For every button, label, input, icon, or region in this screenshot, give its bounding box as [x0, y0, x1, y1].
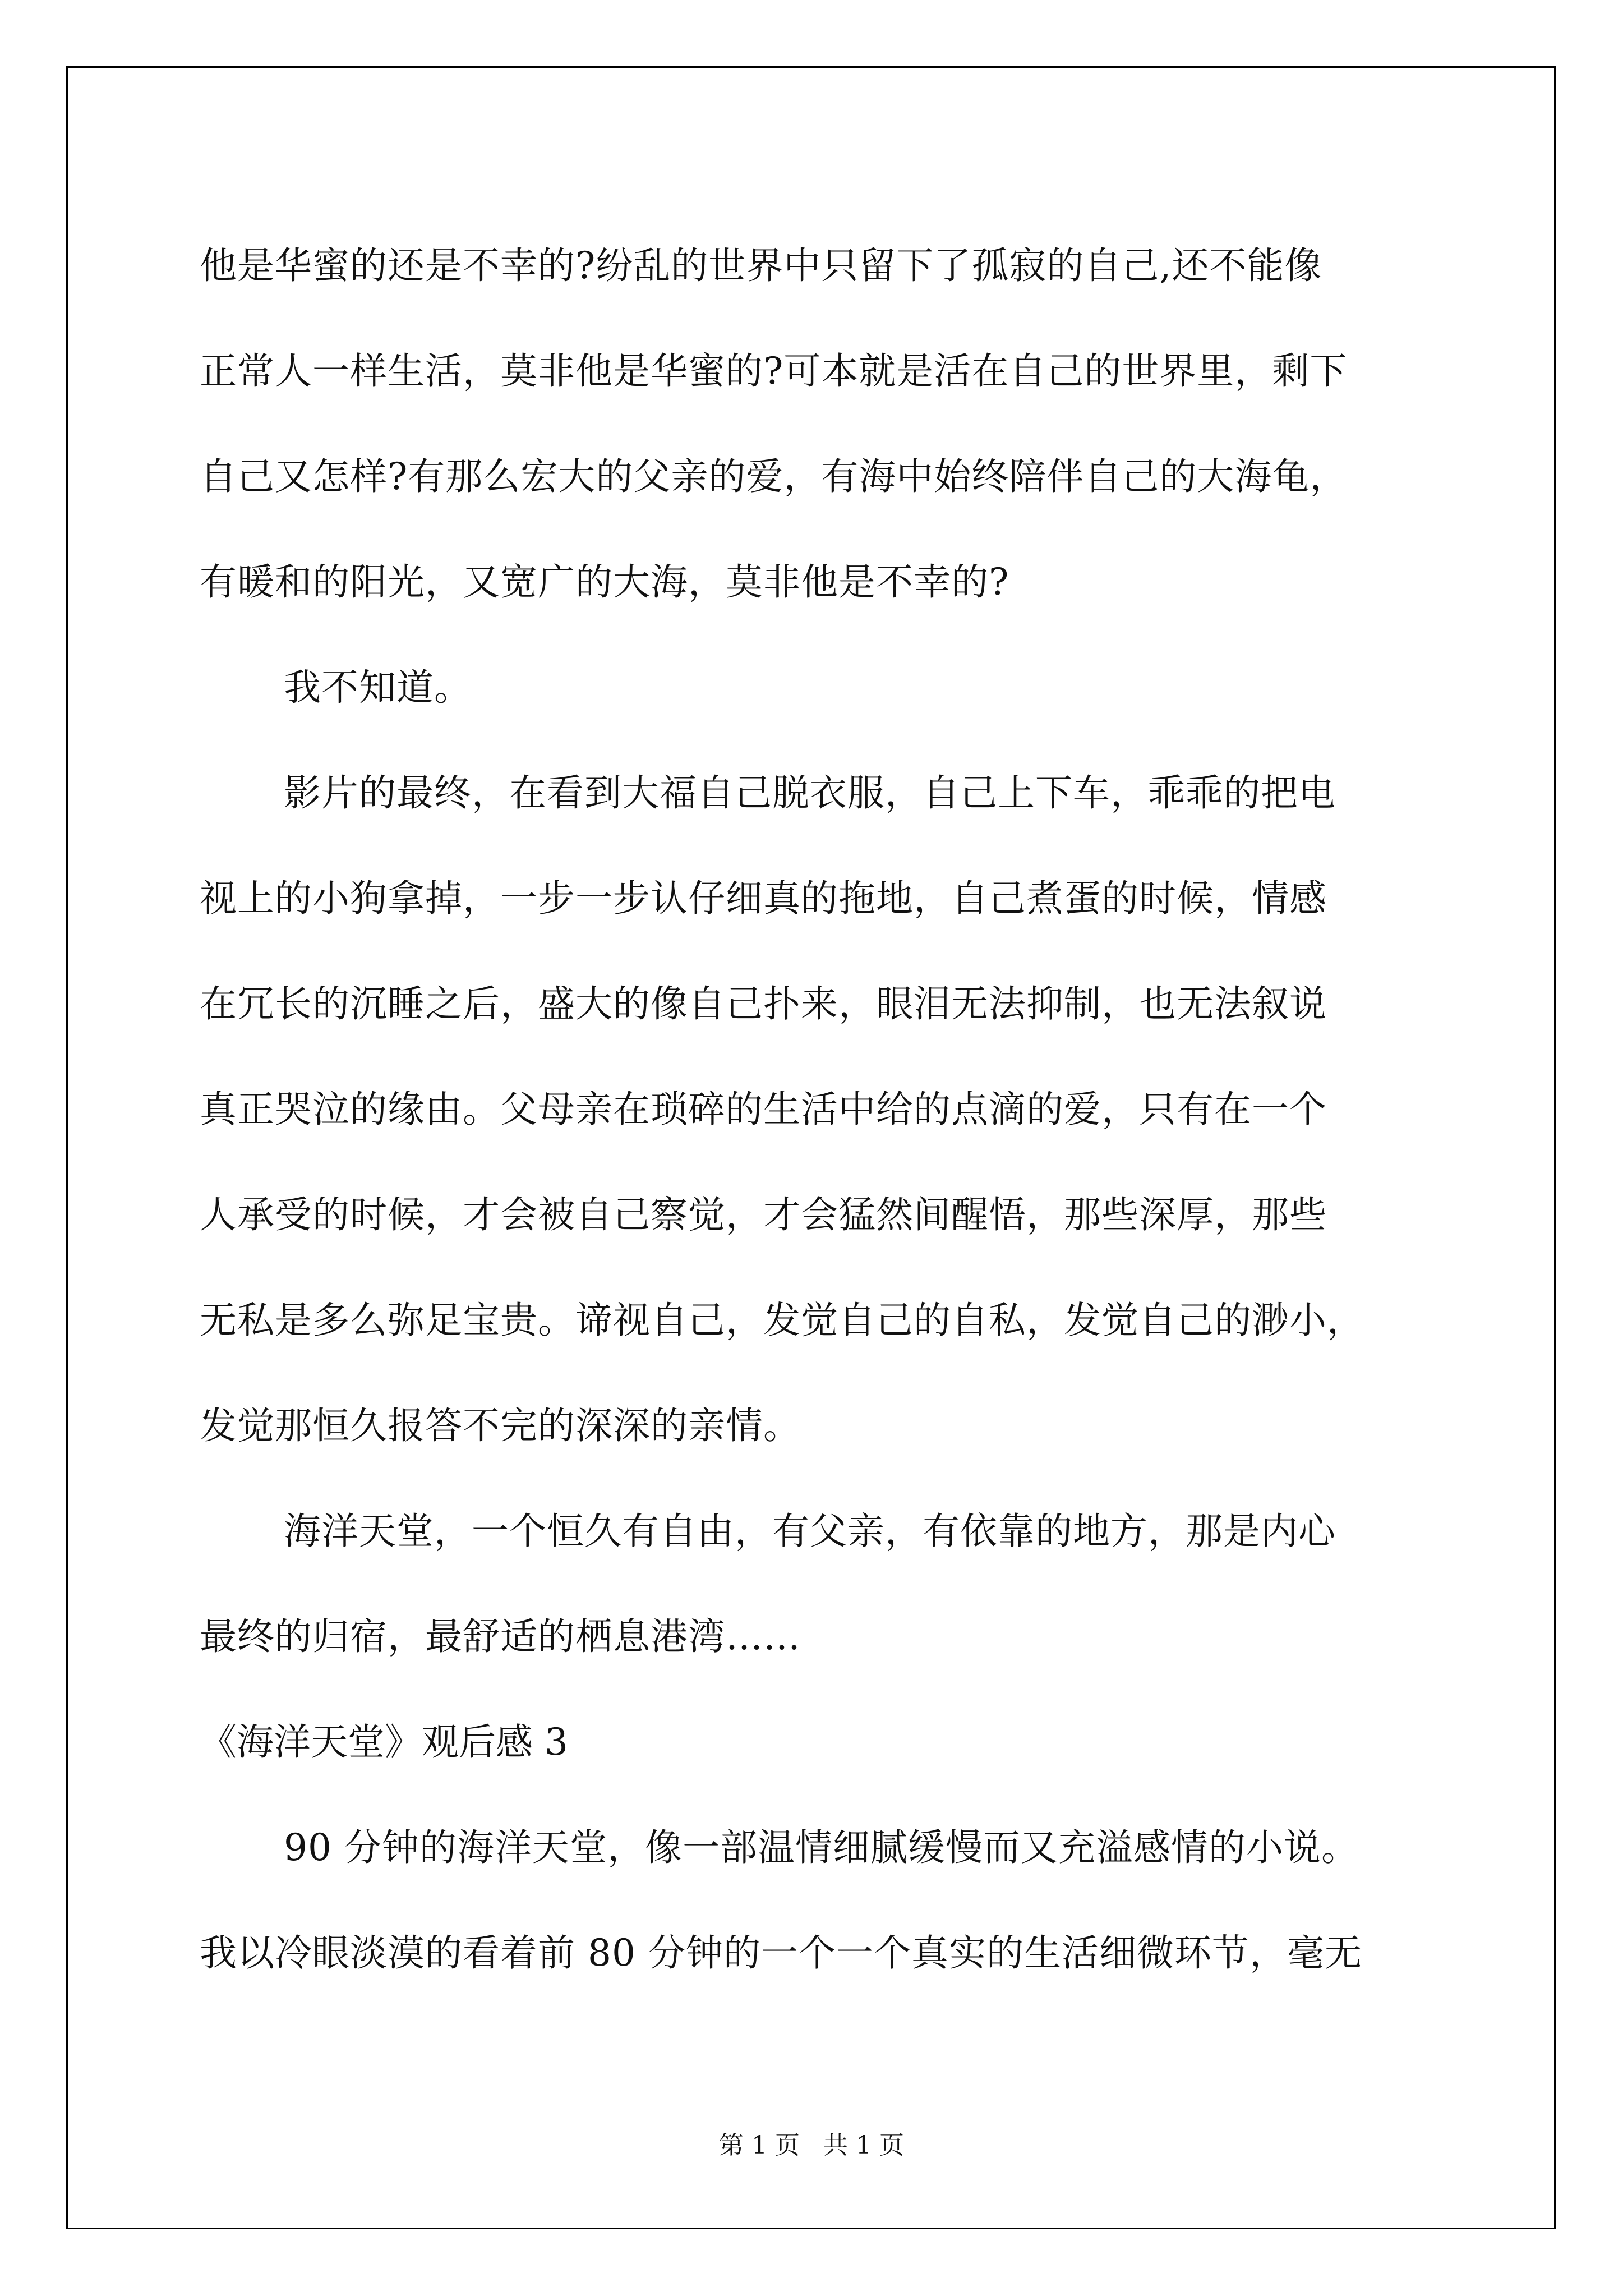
text-line-9: 真正哭泣的缘由。父母亲在琐碎的生活中给的点滴的爱，只有在一个	[200, 1088, 1327, 1131]
page-number: 第 1 页	[719, 2131, 800, 2160]
text-line-7: 视上的小狗拿掉，一步一步认仔细真的拖地，自己煮蛋的时候，情感	[200, 877, 1327, 920]
text-line-16: 90 分钟的海洋天堂，像一部温情细腻缓慢而又充溢感情的小说。	[284, 1826, 1359, 1869]
text-line-17: 我以冷眼淡漠的看着前 80 分钟的一个一个真实的生活细微环节，毫无	[200, 1931, 1362, 1975]
text-line-10: 人承受的时候，才会被自己察觉，才会猛然间醒悟，那些深厚，那些	[200, 1193, 1327, 1236]
footer-gap	[800, 2131, 823, 2160]
text-line-12: 发觉那恒久报答不完的深深的亲情。	[200, 1404, 801, 1447]
text-line-6: 影片的最终，在看到大福自己脱衣服，自己上下车，乖乖的把电	[284, 771, 1336, 815]
text-line-8: 在冗长的沉睡之后，盛大的像自己扑来，眼泪无法抑制，也无法叙说	[200, 982, 1327, 1025]
page-footer	[0, 2130, 1623, 2161]
text-line-11: 无私是多么弥足宝贵。谛视自己，发觉自己的自私，发觉自己的渺小，	[200, 1299, 1364, 1342]
page-total: 共 1 页	[823, 2131, 904, 2160]
text-line-3: 自己又怎样?有那么宏大的父亲的爱，有海中始终陪伴自己的大海龟，	[200, 455, 1348, 498]
section-heading: 《海洋天堂》观后感 3	[200, 1720, 568, 1764]
text-line-14: 最终的归宿，最舒适的栖息港湾……	[200, 1615, 801, 1658]
text-line-2: 正常人一样生活，莫非他是华蜜的?可本就是活在自己的世界里，剩下	[200, 349, 1348, 393]
document-body	[200, 213, 1433, 2006]
text-line-1: 他是华蜜的还是不幸的?纷乱的世界中只留下了孤寂的自己,还不能像	[200, 244, 1322, 287]
text-line-5: 我不知道。	[284, 666, 472, 709]
text-line-13: 海洋天堂，一个恒久有自由，有父亲，有依靠的地方，那是内心	[284, 1510, 1336, 1553]
text-line-4: 有暖和的阳光，又宽广的大海，莫非他是不幸的?	[200, 560, 1009, 604]
